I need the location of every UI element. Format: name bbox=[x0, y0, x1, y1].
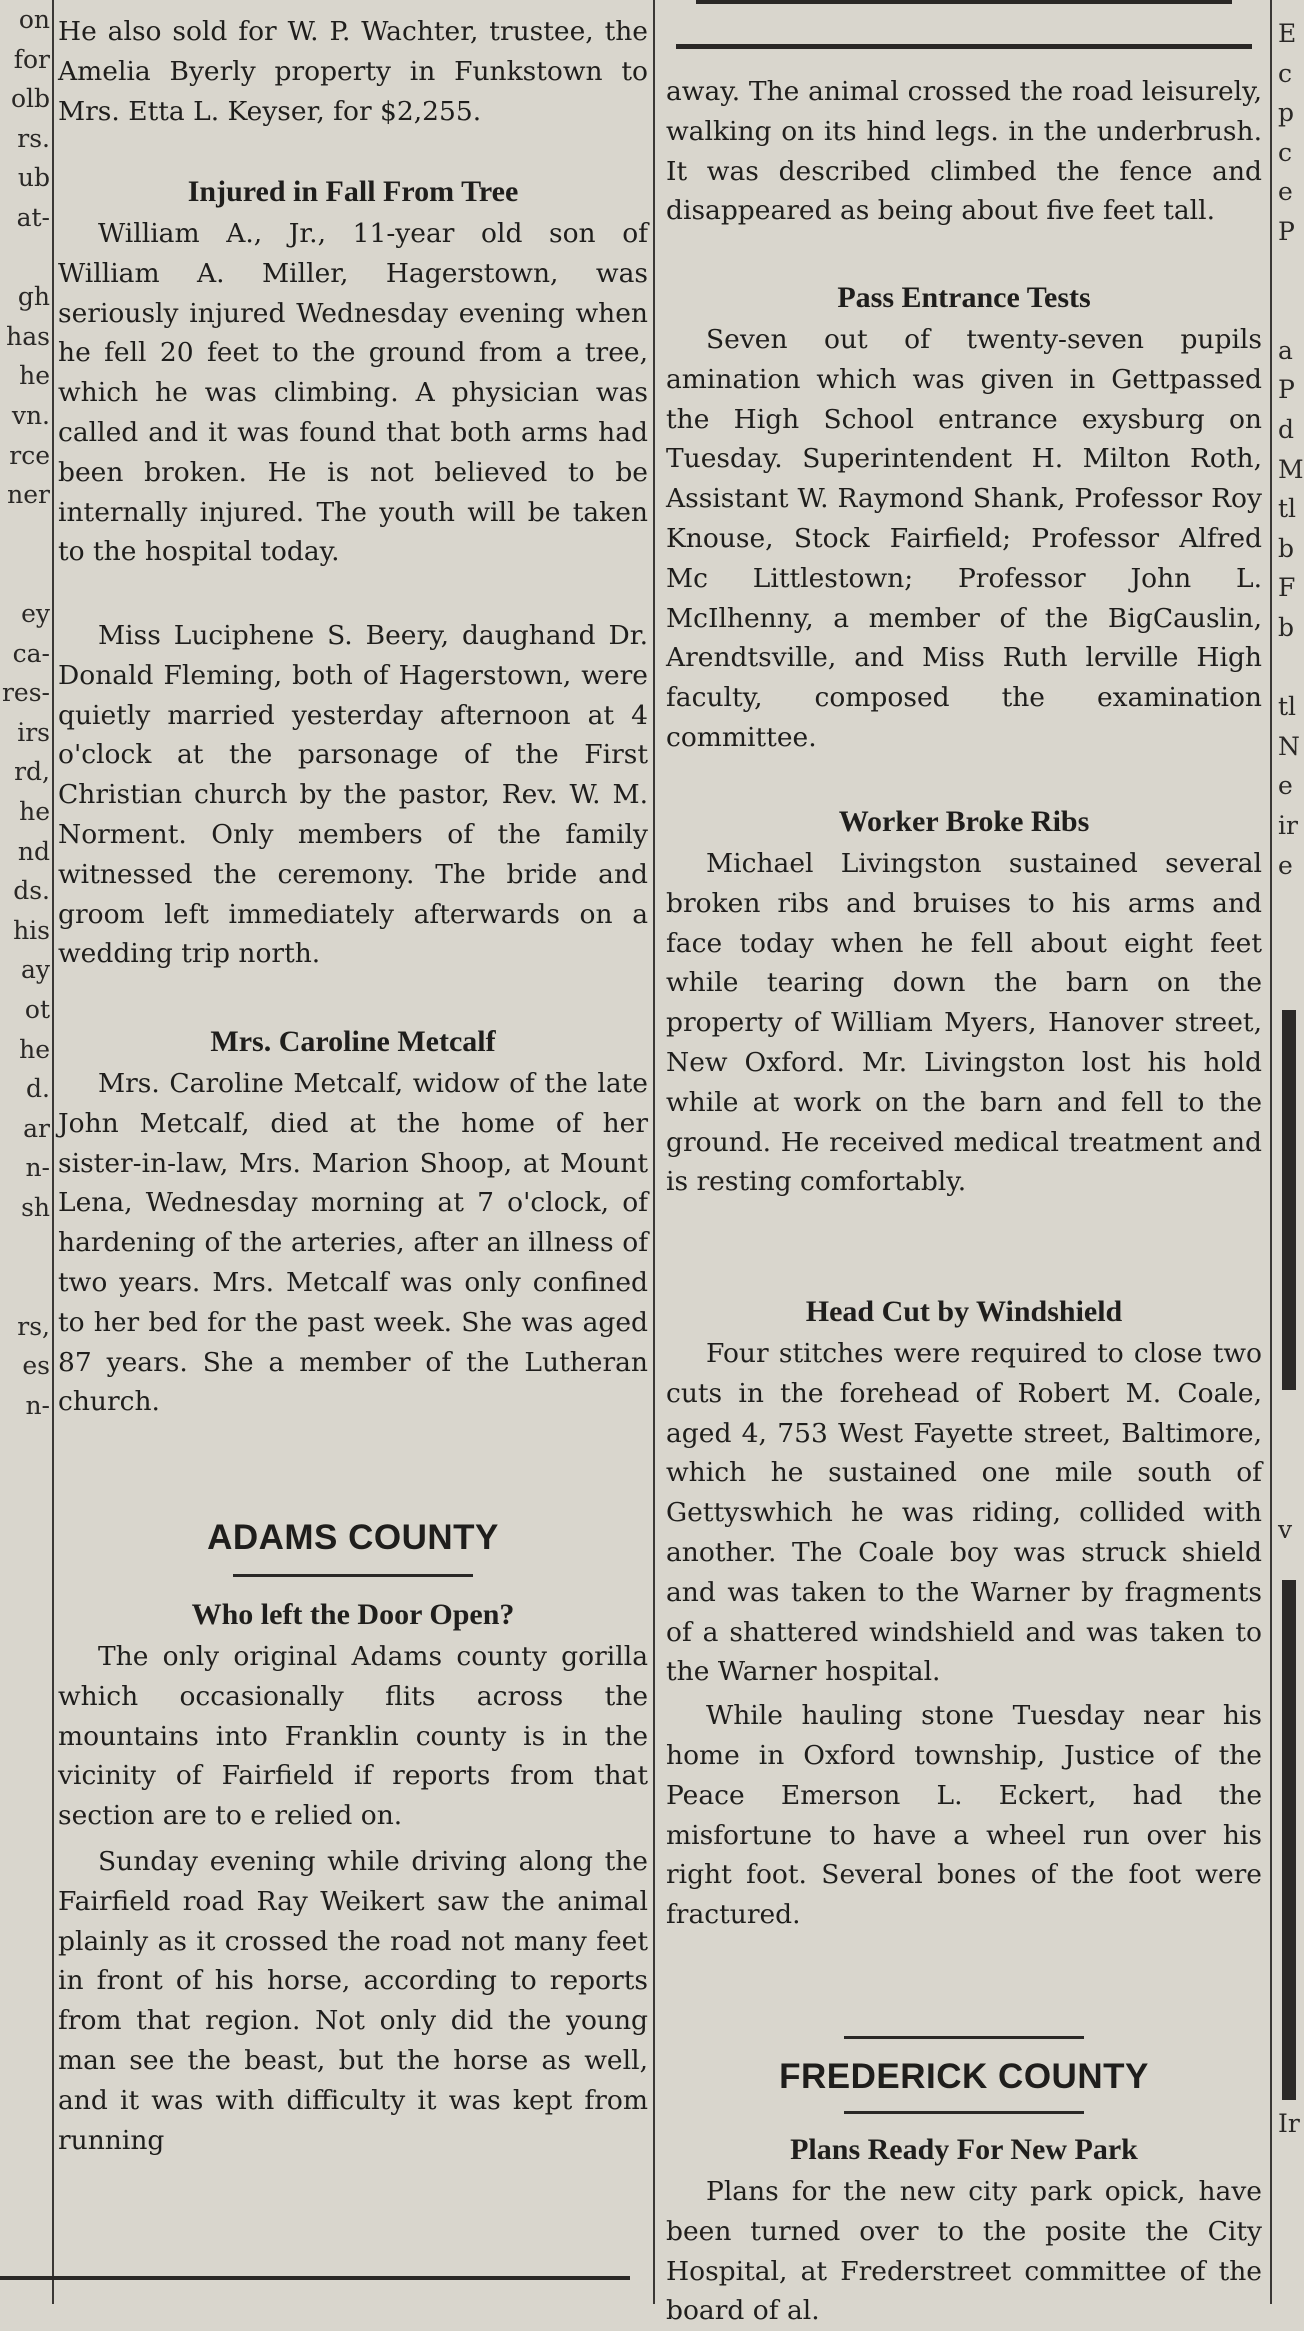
edge-fragment: ay bbox=[20, 955, 50, 985]
edge-fragment: res- bbox=[1, 678, 50, 708]
edge-fragment: has bbox=[6, 321, 50, 351]
edge-fragment: P bbox=[1278, 375, 1295, 405]
edge-fragment: olb bbox=[10, 84, 50, 114]
body-metcalf: Mrs. Caroline Metcalf, widow of the late John Metcalf, died at the home of her sister-in-law, Mrs. Marion Shoop, at Mount Lena, Wednesday morning at 7 o'clock, of hardening of the arteries, after an illness of two years. Mrs. Metcalf was only confined to her bed for the past week. She was aged 87 years. She a member of the Lutheran church. bbox=[58, 1068, 648, 1418]
edge-fragment: es bbox=[22, 1351, 50, 1381]
edge-fragment: ds. bbox=[13, 876, 50, 906]
body-park: Plans for the new city park opick, have been turned over to the posite the City Hospital, at Frederstreet committee of the board of al. bbox=[666, 2176, 1262, 2327]
edge-fragment: p bbox=[1278, 98, 1295, 128]
body-windshield-2: While hauling stone Tuesday near his home in Oxford township, Justice of the Peace Emerson L. Eckert, had the misfortune to have a wheel run over his right foot. Several bones of the foot were fractured. bbox=[666, 1700, 1262, 1931]
edge-fragment: F bbox=[1278, 573, 1296, 603]
edge-fragment: rd, bbox=[14, 757, 50, 787]
top-rule-col2 bbox=[676, 44, 1252, 49]
edge-fragment: c bbox=[1278, 58, 1293, 88]
body-ribs: Michael Livingston sustained several broken ribs and bruises to his arms and face today when he fell about eight feet while tearing down the barn on the property of William Myers, Hanover street, New Oxford. Mr. Livingston lost his hold while at work on the barn and fell to the ground. He received medical treatment and is resting comfortably. bbox=[666, 848, 1262, 1198]
edge-fragment: nd bbox=[17, 836, 50, 866]
edge-fragment: e bbox=[1278, 850, 1293, 880]
body-wedding: Miss Luciphene S. Beery, daughand Dr. Donald Fleming, both of Hagerstown, were quietly married yesterday afternoon at 4 o'clock at the parsonage of the First Christian church by the pastor, Rev. W. M. Norment. Only members of the family witnessed the ceremony. The bride and groom left immediately afterwards on a wedding trip north. bbox=[58, 620, 648, 970]
edge-fragment: b bbox=[1278, 533, 1295, 563]
edge-fragment: Ir bbox=[1278, 2109, 1300, 2138]
edge-fragment: at- bbox=[16, 203, 50, 232]
edge-fragment: M bbox=[1278, 454, 1304, 484]
continued-block bbox=[666, 72, 1262, 231]
edge-fragment: ner bbox=[7, 480, 50, 510]
edge-fragment: e bbox=[1278, 177, 1293, 207]
edge-fragment: on bbox=[18, 5, 50, 34]
edge-fragment: for bbox=[13, 44, 50, 74]
section-title-frederick: FREDERICK COUNTY bbox=[779, 2057, 1149, 2096]
edge-fragment: his bbox=[13, 915, 50, 945]
article-fall bbox=[58, 170, 648, 572]
section-divider-adams bbox=[233, 1574, 473, 1577]
article-ribs bbox=[666, 800, 1262, 1202]
edge-fragment: sh bbox=[21, 1193, 50, 1222]
headline-metcalf: Mrs. Caroline Metcalf bbox=[210, 1025, 496, 1058]
edge-fragment: n- bbox=[25, 1391, 50, 1420]
body-fall: William A., Jr., 11-year old son of William A. Miller, Hagerstown, was seriously injured Wednesday evening when he fell 20 feet to the ground from a tree, which he was climbing. A physician was called and it was found that both arms had been broken. He is not believed to be internally injured. The youth will be taken to the hospital today. bbox=[58, 218, 648, 568]
edge-fragment: b bbox=[1278, 613, 1295, 642]
column-rule-left bbox=[52, 0, 54, 2304]
body-door-2: Sunday evening while driving along the Fairfield road Ray Weikert saw the animal plainly as it crossed the road not many feet in front of his horse, according to reports from that region. Not only did the young man see the beast, but the horse as well, and it was with difficulty it was kept from running bbox=[58, 1845, 648, 2156]
edge-fragment: E bbox=[1278, 19, 1297, 48]
body-tests: Seven out of twenty-seven pupils amination which was given in Gettpassed the High School entrance exysburg on Tuesday. Superintendent H. Milton Roth, Assistant W. Raymond Shank, Professor Roy Knouse, Stock Fairfield; Professor Alfred Mc Littlestown; Professor John L. McIlhenny, a member of the BigCauslin, Arendtsville, and Miss Ruth lerville High faculty, composed the examination committee. bbox=[666, 324, 1262, 753]
edge-fragment: n- bbox=[25, 1153, 50, 1183]
body-door-1: The only original Adams county gorilla which occasionally flits across the mountains into Franklin county is in the vicinity of Fairfield if reports from that section are to e relied on. bbox=[58, 1641, 648, 1832]
edge-fragment: a bbox=[1278, 335, 1293, 365]
edge-fragment: ot bbox=[24, 995, 50, 1024]
continued-paragraph: away. The animal crossed the road leisurely, walking on its hind legs. in the underbrush. It was described climbed the fence and disappeared as being about five feet tall. bbox=[666, 76, 1262, 227]
article-metcalf bbox=[58, 1020, 648, 1422]
column-rule-right bbox=[1270, 0, 1272, 2304]
section-adams bbox=[58, 1512, 648, 2160]
bottom-rule bbox=[0, 2276, 630, 2280]
edge-fragment: he bbox=[19, 1034, 50, 1064]
edge-fragment: tl bbox=[1278, 494, 1297, 524]
edge-fragment: ey bbox=[21, 599, 50, 628]
headline-tests: Pass Entrance Tests bbox=[837, 281, 1091, 314]
edge-fragment: ca- bbox=[12, 638, 50, 668]
article-wedding bbox=[58, 616, 648, 974]
headline-ribs: Worker Broke Ribs bbox=[838, 805, 1090, 838]
edge-fragment: P bbox=[1278, 217, 1295, 246]
headline-windshield: Head Cut by Windshield bbox=[805, 1295, 1123, 1328]
article-tests bbox=[666, 276, 1262, 758]
intro-block bbox=[58, 12, 648, 131]
section-divider-frederick-top bbox=[844, 2036, 1084, 2039]
body-windshield-1: Four stitches were required to close two cuts in the forehead of Robert M. Coale, aged 4, 753 West Fayette street, Baltimore, which he sustained one mile south of Gettyswhich he was riding, collided with another. The Coale boy was struck shield and was taken to the Warner by fragments of a shattered windshield and was taken to the Warner hospital. bbox=[666, 1338, 1262, 1688]
edge-fragment: e bbox=[1278, 771, 1293, 801]
edge-fragment: rs, bbox=[17, 1311, 50, 1341]
edge-fragment: ir bbox=[1278, 811, 1298, 840]
section-divider-frederick bbox=[844, 2111, 1084, 2114]
article-windshield bbox=[666, 1290, 1262, 1935]
edge-fragment: c bbox=[1278, 137, 1293, 167]
edge-fragment: d. bbox=[26, 1074, 50, 1104]
edge-fragment: he bbox=[19, 361, 50, 391]
edge-fragment: he bbox=[19, 797, 50, 826]
headline-park: Plans Ready For New Park bbox=[790, 2133, 1138, 2166]
intro-paragraph: He also sold for W. P. Wachter, trustee, the Amelia Byerly property in Funkstown to Mrs. Etta L. Keyser, for $2,255. bbox=[58, 16, 648, 127]
edge-fragment: irs bbox=[17, 717, 50, 747]
edge-fragment: gh bbox=[17, 282, 50, 312]
edge-fragment: rce bbox=[9, 440, 50, 470]
edge-fragment: vn. bbox=[11, 401, 50, 430]
headline-fall: Injured in Fall From Tree bbox=[187, 175, 519, 208]
section-frederick bbox=[666, 2036, 1262, 2331]
ad-border-fragment-lower bbox=[1282, 1580, 1296, 2100]
edge-fragment: ar bbox=[23, 1113, 50, 1143]
edge-fragment: v bbox=[1278, 1515, 1293, 1544]
edge-fragment: rs. bbox=[17, 123, 50, 153]
edge-fragment: tl bbox=[1278, 692, 1297, 722]
edge-fragment: ub bbox=[17, 163, 50, 193]
edge-fragment: N bbox=[1278, 731, 1300, 761]
section-title-adams: ADAMS COUNTY bbox=[207, 1518, 499, 1557]
top-rule-col2-upper bbox=[696, 0, 1232, 4]
ad-border-fragment-upper bbox=[1282, 1010, 1296, 1390]
headline-door: Who left the Door Open? bbox=[191, 1598, 515, 1631]
edge-fragment: d bbox=[1278, 415, 1295, 444]
column-rule-center bbox=[653, 0, 655, 2304]
left-edge-column bbox=[0, 0, 50, 1500]
